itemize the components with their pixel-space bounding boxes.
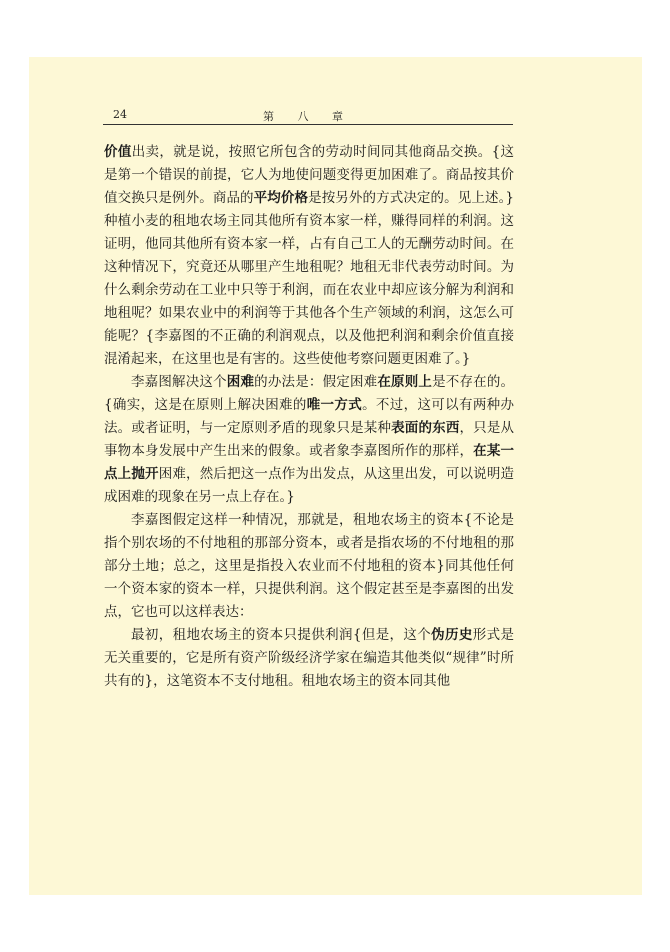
emphasis-text: 在原则上 bbox=[377, 374, 433, 390]
text-run: 是不存在的。{确实，这是在原则上解决困难的 bbox=[104, 374, 515, 413]
emphasis-text: 平均价格 bbox=[253, 190, 309, 206]
text-run: 的办法是：假定困难 bbox=[254, 374, 378, 390]
paragraph bbox=[104, 509, 514, 624]
emphasis-text: 唯一方式 bbox=[306, 397, 363, 413]
text-run: 形式是无关重要的，它是所有资产阶级经济学家在编造其他类似“规律”时所共有的}，这笔资本不支付地租。租地农场主的资本同其他 bbox=[104, 627, 515, 689]
emphasis-text: 困难 bbox=[226, 374, 255, 390]
page-number: 24 bbox=[113, 108, 127, 121]
emphasis-text: 表面的东西 bbox=[391, 420, 460, 436]
text-run: 是按另外的方式决定的。见上述。}种植小麦的租地农场主同其他所有资本家一样，赚得同样的利润。这证明，他同其他所有资本家一样，占有自己工人的无酬劳动时间。在这种情况下，究竟还从哪里产生地租呢？地租无非代表劳动时间。为什么剩余劳动在工业中只等于利润，而在农业中却应该分解为利润和地租呢？如果农业中的利润等于其他各个生产领域的利润，这怎么可能呢？{李嘉图的不正确的利润观点，以及他把利润和剩余价值直接混淆起来，在这里也是有害的。这些使他考察问题更困难了。} bbox=[104, 190, 515, 367]
emphasis-text: 伪历史 bbox=[431, 627, 473, 643]
text-run: 李嘉图假定这样一种情况，那就是，租地农场主的资本{不论是指个别农场的不付地租的那部分资本，或者是指农场的不付地租的那部分土地；总之，这里是指投入农业而不付地租的资本}同其他任何一个资本家的资本一样，只提供利润。这个假定甚至是李嘉图的出发点，它也可以这样表达： bbox=[104, 512, 514, 620]
paragraph bbox=[104, 371, 514, 509]
text-run: 。不过，这可以有两种办法。或者证明，与一定原则矛盾的现象只是某种 bbox=[104, 397, 515, 436]
text-run: ，只是从事物本身发展中产生出来的假象。或者象李嘉图所作的那样， bbox=[104, 420, 515, 459]
paragraph bbox=[104, 141, 514, 371]
text-run: 出卖，就是说，按照它所包含的劳动时间同其他商品交换。{这是第一个错误的前提，它人为地使问题变得更加困难了。商品按其价值交换只是例外。商品的 bbox=[104, 144, 514, 206]
paragraph bbox=[104, 624, 514, 693]
emphasis-text: 在某一点上抛开 bbox=[104, 443, 515, 482]
text-run: 李嘉图解决这个 bbox=[131, 374, 227, 390]
page-header bbox=[103, 104, 513, 125]
text-run: 困难，然后把这一点作为出发点，从这里出发，可以说明造成困难的现象在另一点上存在。} bbox=[104, 466, 515, 505]
chapter-title: 第 八 章 bbox=[263, 110, 353, 123]
text-run: 最初，租地农场主的资本只提供利润{但是，这个 bbox=[131, 627, 432, 643]
emphasis-text: 价值 bbox=[104, 144, 132, 160]
body-text bbox=[104, 141, 514, 693]
